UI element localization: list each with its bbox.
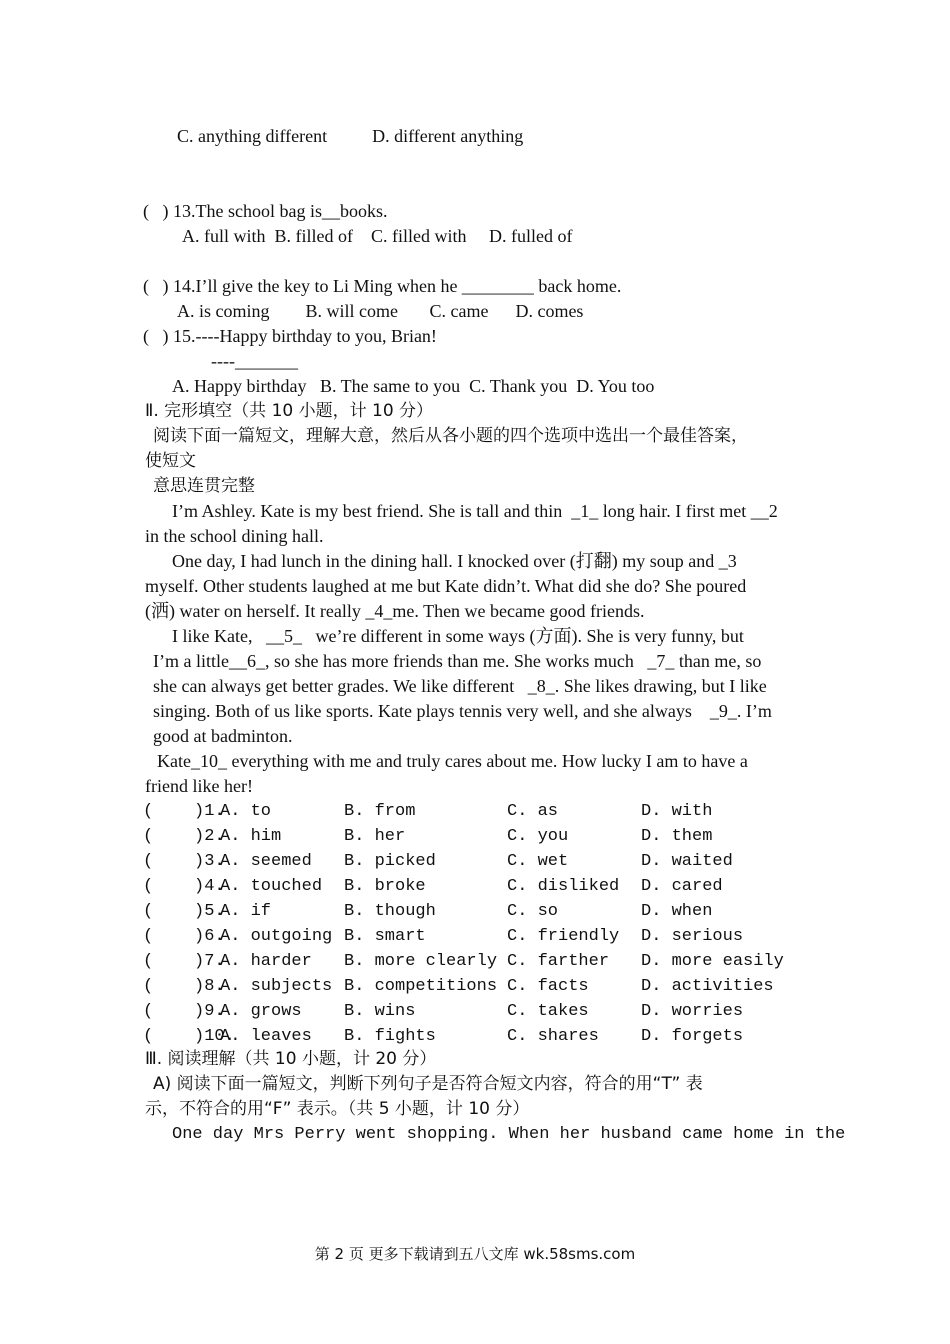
- choice-number: ( )10.: [143, 1027, 235, 1046]
- choice-d: D. forgets: [641, 1027, 744, 1046]
- q15-options: A. Happy birthday B. The same to you C. Thank you D. You too: [172, 376, 655, 396]
- choice-b: B. though: [344, 902, 436, 921]
- passage-line: singing. Both of us like sports. Kate plays tennis very well, and she always _9_. I’m: [153, 701, 772, 721]
- section3-heading: Ⅲ. 阅读理解（共 10 小题，计 20 分）: [145, 1049, 437, 1069]
- passage-line: good at badminton.: [153, 726, 293, 746]
- choice-number: ( )1.: [143, 802, 225, 821]
- choice-a: A. to: [220, 802, 272, 821]
- q13-stem: ( ) 13.The school bag is__books.: [143, 201, 388, 221]
- choice-a: A. outgoing: [220, 927, 333, 946]
- choice-b: B. her: [344, 827, 406, 846]
- choice-d: D. more easily: [641, 952, 784, 971]
- choice-row: [143, 1024, 744, 1049]
- section2-heading: Ⅱ. 完形填空（共 10 小题，计 10 分）: [145, 401, 434, 421]
- section2-instruction-line3: 意思连贯完整: [153, 476, 255, 496]
- choice-c: C. so: [507, 902, 559, 921]
- q15-stem: ( ) 15.----Happy birthday to you, Brian!: [143, 326, 437, 346]
- choice-a: A. leaves: [220, 1027, 312, 1046]
- choice-b: B. from: [344, 802, 416, 821]
- choice-c: C. friendly: [507, 927, 620, 946]
- choice-c: C. you: [507, 827, 569, 846]
- choice-row: [143, 974, 774, 999]
- choice-number: ( )2.: [143, 827, 225, 846]
- passage-line: (洒) water on herself. It really _4_me. Then we became good friends.: [145, 601, 645, 621]
- choice-row: [143, 899, 713, 924]
- choice-c: C. wet: [507, 852, 569, 871]
- choice-number: ( )6.: [143, 927, 225, 946]
- choice-b: B. broke: [344, 877, 426, 896]
- choice-c: C. takes: [507, 1002, 589, 1021]
- passage-line: myself. Other students laughed at me but Kate didn’t. What did she do? She poured: [145, 576, 747, 596]
- choice-number: ( )7.: [143, 952, 225, 971]
- choice-a: A. harder: [220, 952, 312, 971]
- section2-instruction-line2: 使短文: [145, 451, 196, 471]
- choice-b: B. competitions: [344, 977, 498, 996]
- choice-d: D. cared: [641, 877, 723, 896]
- choice-a: A. touched: [220, 877, 323, 896]
- choice-a: A. seemed: [220, 852, 312, 871]
- choice-number: ( )8.: [143, 977, 225, 996]
- choice-d: D. serious: [641, 927, 744, 946]
- choice-c: C. shares: [507, 1027, 599, 1046]
- choice-d: D. activities: [641, 977, 774, 996]
- passage-line: One day, I had lunch in the dining hall. I knocked over (打翻) my soup and _3: [172, 551, 737, 571]
- choice-c: C. farther: [507, 952, 610, 971]
- choice-d: D. them: [641, 827, 713, 846]
- choice-b: B. picked: [344, 852, 436, 871]
- choice-b: B. more clearly: [344, 952, 498, 971]
- choice-b: B. smart: [344, 927, 426, 946]
- reading-text-line: One day Mrs Perry went shopping. When her husband came home in the: [172, 1125, 846, 1144]
- passage-line: I’m a little__6_, so she has more friends than me. She works much _7_ than me, so: [153, 651, 762, 671]
- choice-a: A. him: [220, 827, 282, 846]
- passage-line: friend like her!: [145, 776, 253, 796]
- passage-line: she can always get better grades. We like different _8_. She likes drawing, but I like: [153, 676, 767, 696]
- q12-options: C. anything different D. different anything: [177, 126, 524, 146]
- section3-instruction-line1: A) 阅读下面一篇短文，判断下列句子是否符合短文内容，符合的用“T” 表: [153, 1074, 703, 1094]
- choice-row: [143, 849, 733, 874]
- choice-d: D. when: [641, 902, 713, 921]
- passage-line: in the school dining hall.: [145, 526, 324, 546]
- choice-d: D. with: [641, 802, 713, 821]
- choice-row: [143, 924, 744, 949]
- choice-row: [143, 949, 784, 974]
- choice-d: D. worries: [641, 1002, 744, 1021]
- section3-instruction-line2: 示，不符合的用“F” 表示。（共 5 小题，计 10 分）: [145, 1099, 530, 1119]
- choice-c: C. facts: [507, 977, 589, 996]
- q15-reply: ----_______: [211, 351, 298, 371]
- choice-number: ( )5.: [143, 902, 225, 921]
- choice-row: [143, 999, 744, 1024]
- passage-line: I’m Ashley. Kate is my best friend. She is tall and thin _1_ long hair. I first met __2: [172, 501, 778, 521]
- q14-options: A. is coming B. will come C. came D. comes: [177, 301, 584, 321]
- q14-stem: ( ) 14.I’ll give the key to Li Ming when he ________ back home.: [143, 276, 622, 296]
- choice-d: D. waited: [641, 852, 733, 871]
- passage-line: I like Kate, __5_ we’re different in some ways (方面). She is very funny, but: [172, 626, 744, 646]
- section2-instruction-line1: 阅读下面一篇短文，理解大意，然后从各小题的四个选项中选出一个最佳答案，: [153, 426, 748, 446]
- choice-a: A. if: [220, 902, 272, 921]
- choice-a: A. grows: [220, 1002, 302, 1021]
- q13-options: A. full with B. filled of C. filled with D. fulled of: [182, 226, 573, 246]
- choice-b: B. fights: [344, 1027, 436, 1046]
- choice-number: ( )4.: [143, 877, 225, 896]
- choice-row: [143, 824, 713, 849]
- choice-number: ( )9.: [143, 1002, 225, 1021]
- choice-c: C. disliked: [507, 877, 620, 896]
- passage-line: Kate_10_ everything with me and truly cares about me. How lucky I am to have a: [157, 751, 748, 771]
- choice-c: C. as: [507, 802, 559, 821]
- choice-b: B. wins: [344, 1002, 416, 1021]
- choice-number: ( )3.: [143, 852, 225, 871]
- choice-row: [143, 799, 713, 824]
- choice-row: [143, 874, 723, 899]
- choice-a: A. subjects: [220, 977, 333, 996]
- page-footer: 第 2 页 更多下载请到五八文库 wk.58sms.com: [314, 1245, 636, 1263]
